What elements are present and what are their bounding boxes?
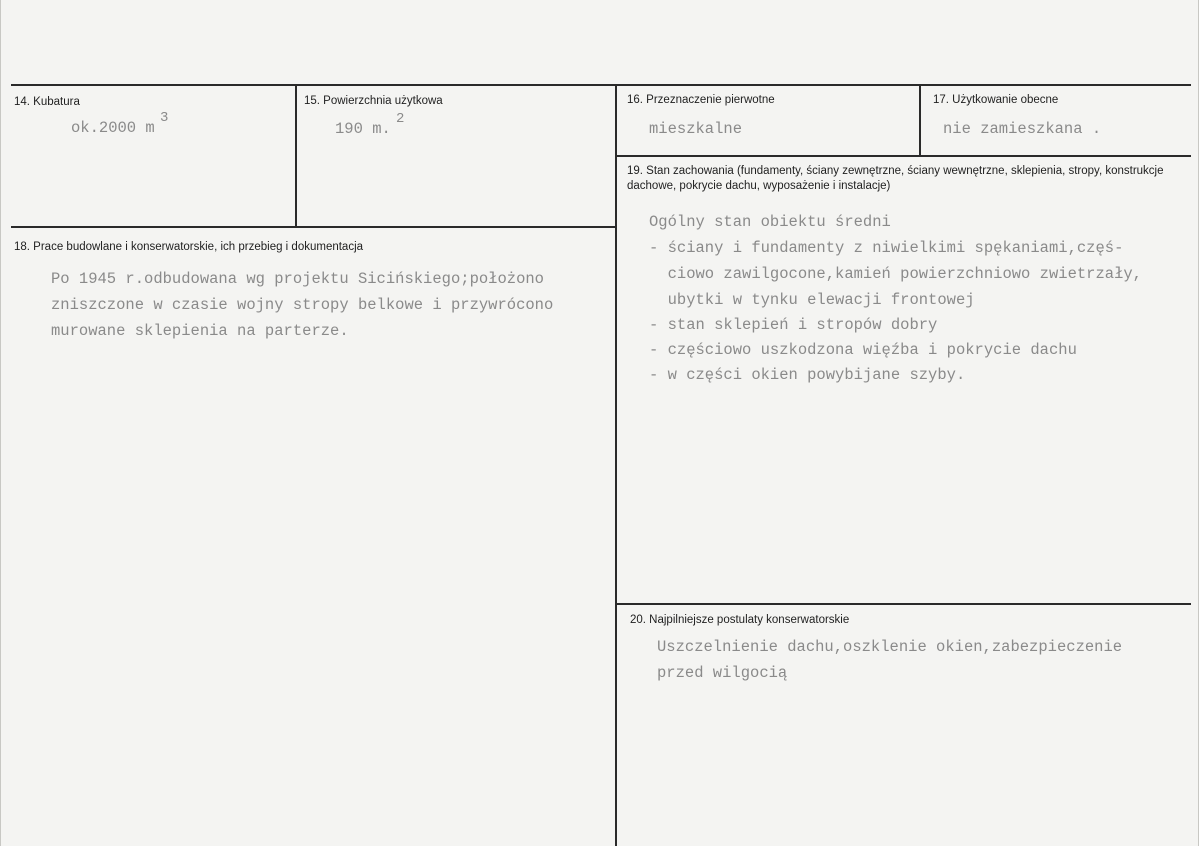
field-16-value: mieszkalne bbox=[649, 120, 743, 138]
divider-center bbox=[615, 84, 617, 846]
rule-right-lower bbox=[616, 603, 1191, 605]
field-20-label: 20. Najpilniejsze postulaty konserwatorskie bbox=[630, 614, 850, 626]
field-15-value: 190 m. bbox=[335, 120, 391, 138]
field-14-label: 14. Kubatura bbox=[14, 96, 80, 108]
field-14-value: ok.2000 m bbox=[71, 119, 155, 137]
field-19-line-2: - ściany i fundamenty z niwielkimi spękaniami,częś- bbox=[649, 239, 1124, 257]
top-rule bbox=[11, 84, 1191, 86]
divider-14-15 bbox=[295, 84, 297, 227]
field-14-superscript: 3 bbox=[160, 110, 169, 126]
field-18-line-2: zniszczone w czasie wojny stropy belkowe i przywrócono bbox=[51, 296, 554, 314]
field-16-label: 16. Przeznaczenie pierwotne bbox=[627, 94, 775, 106]
field-17-value: nie zamieszkana . bbox=[943, 120, 1102, 138]
rule-right-top-row bbox=[616, 155, 1191, 157]
field-19-label: 19. Stan zachowania (fundamenty, ściany zewnętrzne, ściany wewnętrzne, sklepienia, stropy, konstrukcje dachowe, pokrycie dachu, wyposażenie i instalacje) bbox=[627, 165, 1164, 192]
field-17-label: 17. Użytkowanie obecne bbox=[933, 94, 1059, 106]
field-15-superscript: 2 bbox=[396, 111, 405, 127]
field-15-label: 15. Powierzchnia użytkowa bbox=[304, 95, 443, 107]
field-19-line-1: Ogólny stan obiektu średni bbox=[649, 213, 891, 231]
field-18-line-3: murowane sklepienia na parterze. bbox=[51, 322, 349, 340]
rule-left-top-row bbox=[11, 226, 616, 228]
field-18-line-1: Po 1945 r.odbudowana wg projektu Sicińskiego;położono bbox=[51, 270, 544, 288]
field-19-line-3: ciowo zawilgocone,kamień powierzchniowo zwietrzały, bbox=[649, 265, 1142, 283]
field-19-line-7: - w części okien powybijane szyby. bbox=[649, 366, 966, 384]
divider-16-17 bbox=[919, 84, 921, 156]
field-18-label: 18. Prace budowlane i konserwatorskie, ich przebieg i dokumentacja bbox=[14, 241, 364, 253]
field-20-line-2: przed wilgocią bbox=[657, 664, 788, 682]
field-19-line-6: - częściowo uszkodzona więźba i pokrycie dachu bbox=[649, 341, 1077, 359]
field-19-line-5: - stan sklepień i stropów dobry bbox=[649, 316, 938, 334]
field-20-line-1: Uszczelnienie dachu,oszklenie okien,zabezpieczenie bbox=[657, 638, 1123, 656]
field-19-line-4: ubytki w tynku elewacji frontowej bbox=[649, 291, 975, 309]
